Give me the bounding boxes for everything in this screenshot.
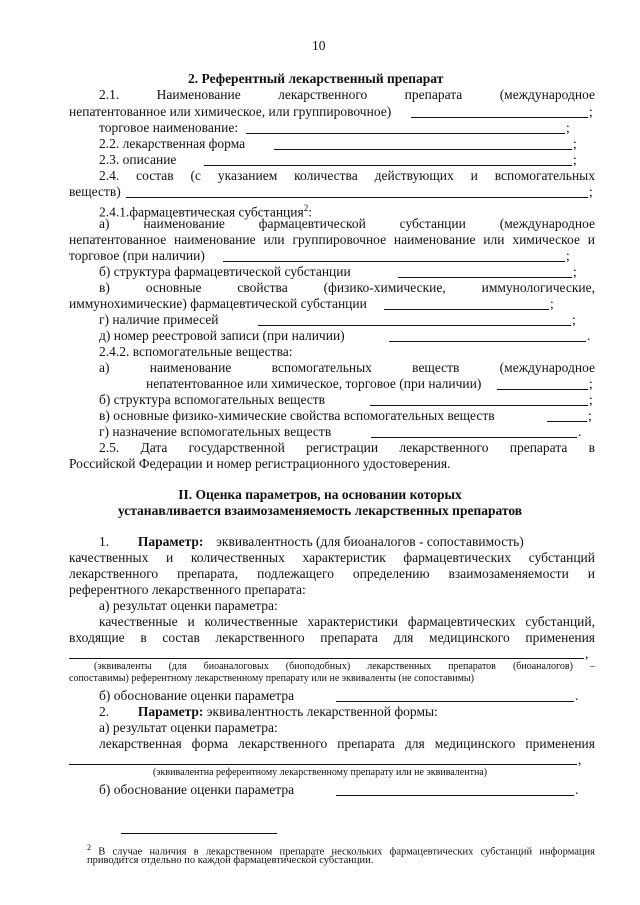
semicolon: ; (589, 104, 593, 119)
item-v-excipient-props: в) основные физико-химические свойства вспомогательных веществ (99, 408, 495, 423)
param-2-text: эквивалентность лекарственной формы: (206, 704, 438, 719)
param-2-justification: б) обоснование оценки параметра (99, 782, 295, 797)
section-ii-heading-1: II. Оценка параметров, на основании которых (178, 487, 462, 502)
fill-line (411, 117, 588, 118)
param-2-result-label: а) результат оценки параметра: (99, 720, 278, 735)
fill-line (126, 197, 588, 198)
fill-line (336, 701, 574, 702)
item-d-registry: д) номер реестровой записи (при наличии) (99, 328, 345, 343)
item-b-structure: б) структура фармацевтической субстанции (99, 264, 351, 279)
item-v-props-cont: иммунохимические) фармацевтической субстанции (69, 296, 367, 311)
semicolon: ; (566, 120, 570, 135)
param-1-cont: качественных и количественных характеристик фармацевтических субстанций (69, 550, 595, 565)
semicolon: ; (589, 184, 593, 199)
item-2-4: 2.4. состав (с указанием количества действующих и вспомогательных (99, 168, 595, 183)
footnote-number: 2 (87, 843, 91, 852)
semicolon: ; (573, 264, 577, 279)
footnote-separator (121, 833, 277, 834)
fill-line (336, 795, 574, 796)
param-1-label: Параметр: (137, 534, 204, 549)
semicolon: ; (550, 296, 554, 311)
item-a-name-cont2: торговое (при наличии) (69, 248, 205, 263)
item-v-props: в) основные свойства (физико-химические, иммунологические, (99, 280, 595, 295)
param-1 (99, 534, 595, 550)
fill-line (274, 149, 572, 150)
period: . (578, 424, 582, 439)
semicolon: ; (573, 136, 577, 151)
param-1-text: эквивалентность (для биоаналогов - сопоставимость) (216, 534, 524, 549)
param-1-justification: б) обоснование оценки параметра (99, 688, 295, 703)
item-a-excipient-name-cont: непатентованное или химическое, торговое (при наличии) (146, 376, 482, 391)
semicolon: ; (589, 392, 593, 407)
fill-line (389, 341, 586, 342)
semicolon: ; (573, 152, 577, 167)
fill-line (497, 389, 588, 390)
param-2-number: 2. (99, 704, 110, 719)
comma: , (578, 752, 582, 767)
item-2-5-cont: Российской Федерации и номер регистрационного удостоверения. (69, 456, 451, 471)
item-2-3: 2.3. описание (99, 152, 177, 167)
item-a-name-cont: непатентованное наименование или группировочное наименование или химическое и (69, 232, 595, 247)
section-2-heading: 2. Референтный лекарственный препарат (188, 71, 444, 86)
item-g-impurities: г) наличие примесей (99, 312, 219, 327)
footnote-line-2: приводится отдельно по каждой фармацевтической субстанции. (87, 855, 374, 866)
comma: , (585, 646, 589, 661)
semicolon: ; (589, 376, 593, 391)
semicolon: ; (588, 408, 592, 423)
period: . (575, 688, 579, 703)
item-a-name: а) наименование фармацевтической субстанции (международное (99, 216, 595, 231)
item-2-1-cont: непатентованное или химическое, или группировочное) (69, 104, 392, 119)
item-2-2: 2.2. лекарственная форма (99, 136, 246, 151)
item-2-4-1: 2.4.1.фармацевтическая субстанция$^2$: (99, 203, 312, 220)
footnote-text: В случае наличия в лекарственном препарате нескольких фармацевтических субстанций информация (98, 846, 595, 858)
note-form-equivalence: (эквивалентна референтному лекарственному препарату или не эквивалентна) (152, 767, 488, 778)
semicolon: ; (572, 312, 576, 327)
fill-line (398, 277, 572, 278)
item-a-excipient-name: а) наименование вспомогательных веществ (международное (99, 360, 595, 375)
fill-line (246, 133, 565, 134)
semicolon: ; (566, 248, 570, 263)
fill-line (258, 325, 571, 326)
item-2-4-2: 2.4.2. вспомогательные вещества: (99, 344, 293, 359)
trade-name-label: торговое наименование: (99, 120, 239, 135)
item-b-excipient-structure: б) структура вспомогательных веществ (99, 392, 326, 407)
footnote-ref: 2 (303, 203, 309, 213)
note-equivalence-1: (эквиваленты (для биоаналоговых (биоподобных) лекарственных препаратов (биоаналогов) – (94, 661, 595, 672)
param-1-cont3: референтного лекарственного препарата: (69, 582, 306, 597)
fill-line (69, 764, 577, 765)
param-1-result-text-2: входящие в состав лекарственного препарата для медицинского применения (69, 630, 595, 645)
param-2-label: Параметр: (137, 704, 204, 719)
fill-line (204, 165, 572, 166)
item-g-excipient-purpose: г) назначение вспомогательных веществ (99, 424, 332, 439)
fill-line (69, 658, 584, 659)
fill-line (223, 261, 565, 262)
fill-line (547, 421, 587, 422)
note-equivalence-2: сопоставимы) референтному лекарственному препарату или не эквиваленты (не сопоставимы) (69, 673, 474, 684)
param-1-number: 1. (99, 534, 110, 549)
param-2 (99, 704, 438, 720)
param-1-result-text: качественные и количественные характеристики фармацевтических субстанций, (99, 614, 595, 629)
fill-line (370, 405, 588, 406)
page-number: 10 (312, 38, 326, 53)
param-2-result-text: лекарственная форма лекарственного препарата для медицинского применения (99, 736, 595, 751)
item-2-4-1-label: 2.4.1.фармацевтическая субстанция (99, 204, 304, 220)
period: . (587, 328, 591, 343)
item-2-4-cont: веществ) (69, 184, 121, 199)
item-2-1: 2.1. Наименование лекарственного препарата (международное (99, 87, 595, 102)
period: . (575, 782, 579, 797)
section-ii-heading-2: устанавливается взаимозаменяемость лекарственных препаратов (117, 503, 523, 518)
param-1-result-label: а) результат оценки параметра: (99, 598, 278, 613)
param-1-cont2: лекарственного препарата, подлежащего определению взаимозаменяемости и (69, 566, 595, 581)
fill-line (371, 437, 577, 438)
item-2-5: 2.5. Дата государственной регистрации лекарственного препарата в (99, 440, 595, 455)
fill-line (384, 309, 549, 310)
